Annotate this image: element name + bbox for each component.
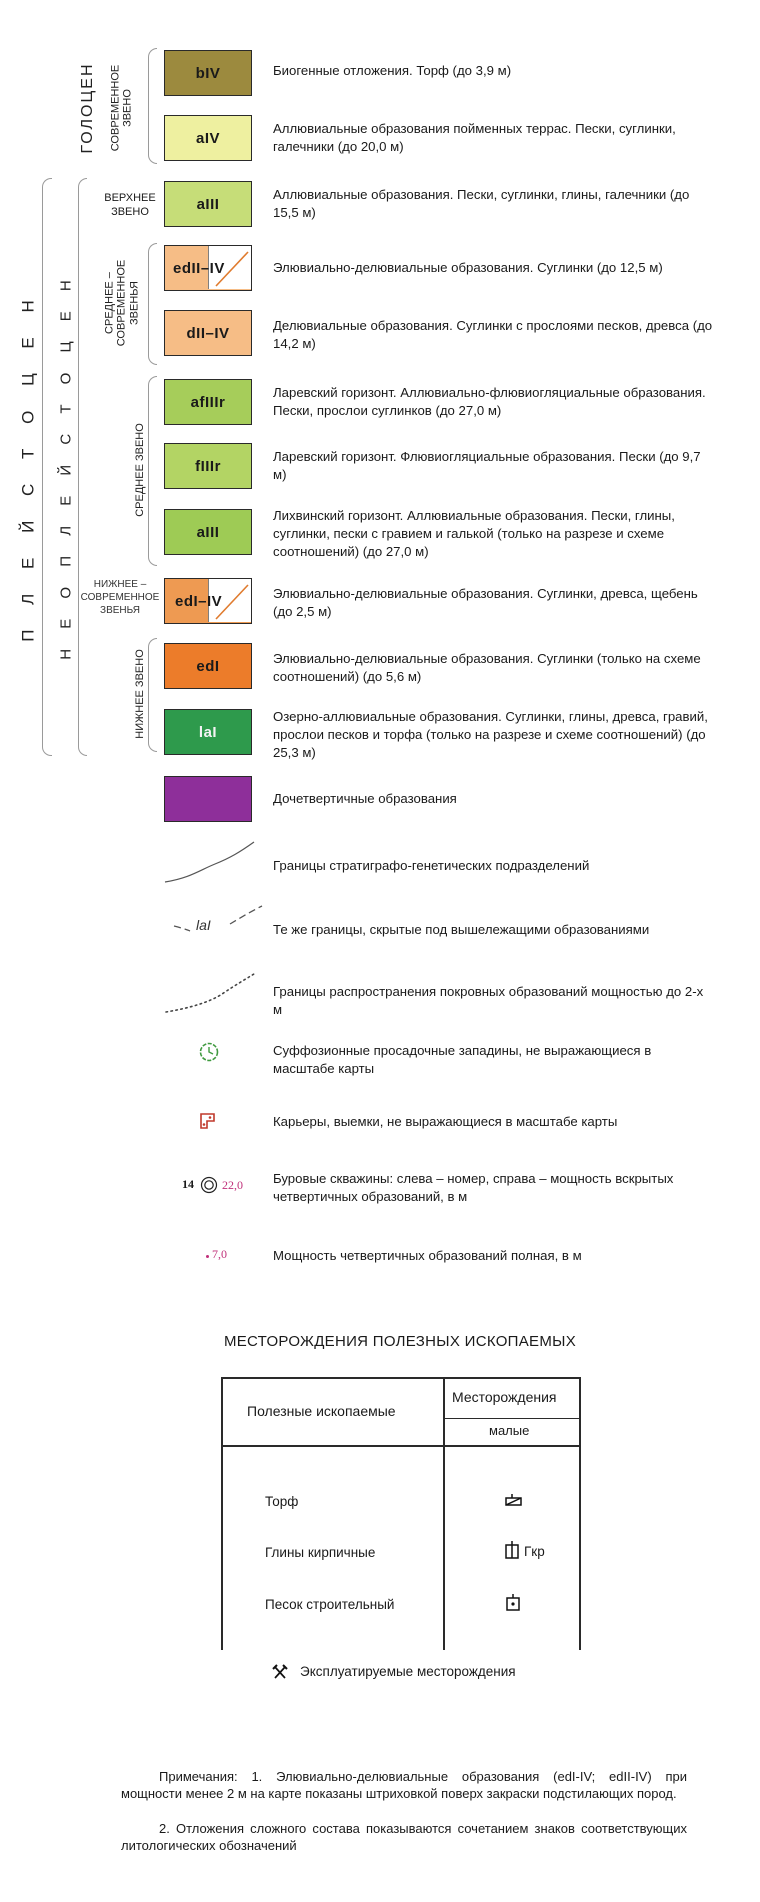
brick-clay-sign-label: Гкр bbox=[524, 1544, 545, 1559]
unit-swatch-dii-iv bbox=[164, 310, 252, 356]
symbol-description: Мощность четвертичных образований полная, в м bbox=[273, 1248, 582, 1263]
unit-index: edI–IV bbox=[175, 592, 223, 610]
middle-link-label: СРЕДНЕЕ ЗВЕНО bbox=[133, 423, 146, 517]
unit-description: Элювиально-делювиальные образования. Суглинки, древса, щебень (до 2,5 м) bbox=[273, 586, 698, 619]
pleistocene-brace bbox=[42, 178, 52, 756]
unit-description: Лихвинский горизонт. Аллювиальные образования. Пески, глины, суглинки, пески с гравием и галькой (только на разрезе и схеме соотношений) (до 27,0 м) bbox=[273, 508, 675, 559]
col-small-header: малые bbox=[489, 1423, 530, 1438]
symbol-description: Те же границы, скрытые под вышележащими образованиями bbox=[273, 922, 650, 937]
unit-description: Биогенные отложения. Торф (до 3,9 м) bbox=[273, 63, 512, 78]
unit-swatch-fiiir bbox=[164, 443, 252, 489]
peat-deposit-icon bbox=[503, 1492, 525, 1508]
deposits-title: МЕСТОРОЖДЕНИЯ ПОЛЕЗНЫХ ИСКОПАЕМЫХ bbox=[223, 1333, 577, 1350]
lower-link-brace bbox=[148, 638, 157, 752]
note-2: 2. Отложения сложного состава показываются сочетанием знаков соответствующих литологических обозначений bbox=[121, 1821, 687, 1853]
brick-clay-deposit-icon bbox=[503, 1540, 521, 1560]
deposit-row-building-sand: Песок строительный bbox=[265, 1597, 395, 1612]
unit-swatch-aiv bbox=[164, 115, 252, 161]
unit-description: Ларевский горизонт. Аллювиально-флювиогляциальные образования. Пески, прослои суглинков (до 27,0 м) bbox=[273, 385, 706, 418]
symbol-description: Буровые скважины: слева – номер, справа – мощность вскрытых четвертичных образований, в м bbox=[273, 1171, 674, 1204]
unit-description: Аллювиальные образования пойменных террас. Пески, суглинки, галечники (до 20,0 м) bbox=[273, 121, 676, 154]
crossed-hammers-icon bbox=[272, 1664, 288, 1680]
unit-index: afIIIr bbox=[190, 393, 226, 411]
lower-link-label: НИЖНЕЕ ЗВЕНО bbox=[133, 649, 146, 739]
unit-swatch-lai bbox=[164, 709, 252, 755]
symbol-description: Суффозионные просадочные западины, не выражающиеся в масштабе карты bbox=[273, 1043, 652, 1076]
thickness-value: 7,0 bbox=[212, 1247, 227, 1261]
sinkhole-icon bbox=[197, 1040, 221, 1064]
unit-swatch-pre-quaternary bbox=[164, 776, 252, 822]
building-sand-deposit-icon bbox=[504, 1593, 522, 1613]
unit-index: edI bbox=[196, 657, 220, 675]
unit-description: Аллювиальные образования. Пески, суглинки, глины, галечники (до 15,5 м) bbox=[273, 187, 690, 220]
quarry-icon bbox=[198, 1111, 218, 1131]
unit-description: Элювиально-делювиальные образования. Суглинки (только на схеме соотношений) (до 5,6 м) bbox=[273, 651, 701, 684]
note-1: Примечания: 1. Элювиально-делювиальные образования (edI-IV; edII-IV) при мощности менее 2 м на карте показаны штриховкой поверх закраски подстилающих пород. bbox=[121, 1769, 687, 1801]
unit-description: Делювиальные образования. Суглинки с прослоями песков, древса (до 14,2 м) bbox=[273, 318, 713, 351]
table-header-bottom bbox=[221, 1445, 581, 1447]
unit-swatch-edi-iv bbox=[164, 578, 252, 624]
unit-description: Элювиально-делювиальные образования. Суглинки (до 12,5 м) bbox=[273, 260, 663, 275]
holocene-label: ГОЛОЦЕН bbox=[79, 62, 97, 154]
unit-swatch-biv bbox=[164, 50, 252, 96]
unit-swatch-edi bbox=[164, 643, 252, 689]
cover-boundary-symbol bbox=[160, 968, 260, 1018]
unit-index: edII–IV bbox=[173, 259, 225, 277]
middle-modern-links-label: СРЕДНЕЕ – СОВРЕМЕННОЕ ЗВЕНЬЯ bbox=[103, 259, 141, 347]
unit-index: dII–IV bbox=[186, 324, 230, 342]
holocene-brace bbox=[148, 48, 157, 164]
well-number: 14 bbox=[182, 1177, 194, 1191]
middle-link-brace bbox=[148, 376, 157, 566]
well-thickness: 22,0 bbox=[222, 1178, 243, 1192]
deposits-table bbox=[221, 1377, 581, 1650]
middle-modern-links-brace bbox=[148, 243, 157, 365]
unit-index: laI bbox=[198, 723, 218, 741]
hidden-boundary-symbol bbox=[170, 902, 266, 948]
thickness-dot bbox=[206, 1255, 209, 1258]
upper-link-label: ВЕРХНЕЕ ЗВЕНО bbox=[104, 192, 156, 218]
col-minerals-header: Полезные ископаемые bbox=[247, 1403, 396, 1419]
symbol-description: Границы стратиграфо-генетических подразделений bbox=[273, 858, 590, 873]
unit-description: Ларевский горизонт. Флювиогляциальные образования. Пески (до 9,7 м) bbox=[273, 449, 701, 482]
exploited-deposits-label: Эксплуатируемые месторождения bbox=[300, 1664, 516, 1679]
table-top-border bbox=[221, 1377, 581, 1379]
neopleistocene-label: Н Е О П Л Е Й С Т О Ц Е Н bbox=[57, 272, 75, 660]
deposit-row-peat: Торф bbox=[265, 1494, 299, 1509]
unit-swatch-edii-iv bbox=[164, 245, 252, 291]
unit-swatch-aiii-likhvin bbox=[164, 509, 252, 555]
boundary-line-symbol bbox=[160, 838, 260, 888]
borehole-icon bbox=[200, 1176, 218, 1194]
holocene-modern-link-label: СОВРЕМЕННОЕ ЗВЕНО bbox=[109, 64, 134, 152]
lower-modern-links-label: НИЖНЕЕ – СОВРЕМЕННОЕ ЗВЕНЬЯ bbox=[80, 579, 160, 616]
deposit-row-brick-clay: Глины кирпичные bbox=[265, 1545, 376, 1560]
unit-index: fIIIr bbox=[195, 457, 221, 475]
unit-swatch-afiiir bbox=[164, 379, 252, 425]
unit-index: aIII bbox=[196, 523, 220, 541]
col-deposits-header: Месторождения bbox=[452, 1389, 557, 1405]
table-subheader-line bbox=[443, 1418, 580, 1419]
table-left-border bbox=[221, 1377, 223, 1650]
unit-index: aIII bbox=[196, 195, 220, 213]
unit-description: Озерно-аллювиальные образования. Суглинки, глины, древса, гравий, прослои песков и торфа (только на разрезе и схеме соотношений) (до 25,3 м) bbox=[273, 709, 708, 760]
unit-description: Дочетвертичные образования bbox=[273, 791, 457, 806]
unit-index: bIV bbox=[195, 64, 221, 82]
symbol-description: Карьеры, выемки, не выражающиеся в масштабе карты bbox=[273, 1114, 618, 1129]
unit-index: aIV bbox=[195, 129, 220, 147]
hidden-boundary-label: laI bbox=[196, 917, 211, 933]
unit-swatch-aiii-upper bbox=[164, 181, 252, 227]
neopleistocene-brace bbox=[78, 178, 87, 756]
symbol-description: Границы распространения покровных образований мощностью до 2-х м bbox=[273, 984, 704, 1017]
pleistocene-label: П Л Е Й С Т О Ц Е Н bbox=[18, 290, 38, 642]
